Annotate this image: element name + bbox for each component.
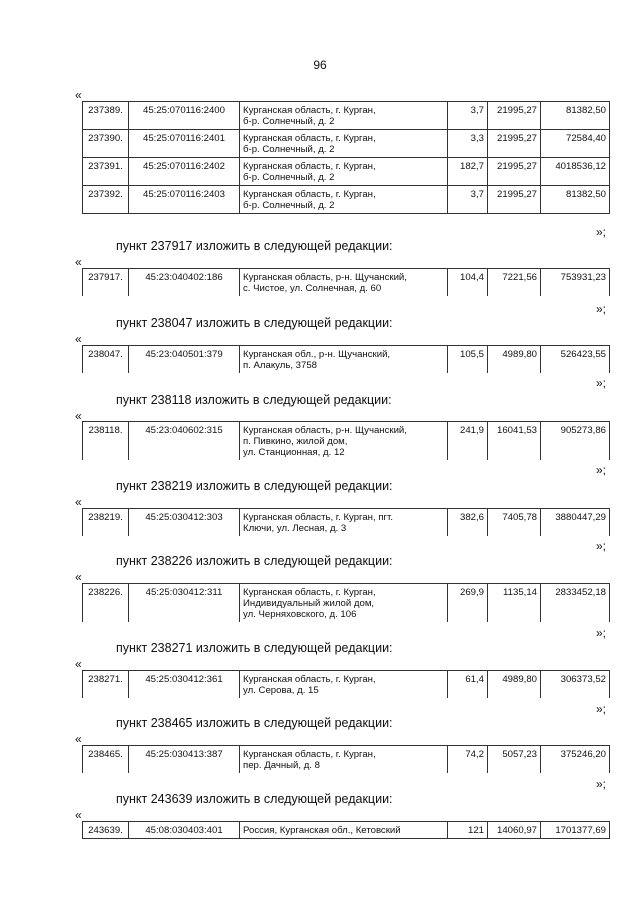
section-heading: пункт 238226 изложить в следующей редакции: xyxy=(116,554,393,568)
rate-cell: 21995,27 xyxy=(488,158,541,186)
rate-cell: 16041,53 xyxy=(488,422,541,461)
section-heading: пункт 243639 изложить в следующей редакции: xyxy=(116,792,393,806)
rate-cell: 1135,14 xyxy=(488,584,541,623)
rate-cell: 14060,97 xyxy=(488,822,541,839)
area-cell: 74,2 xyxy=(448,746,488,774)
address-line: б-р. Солнечный, д. 2 xyxy=(243,172,335,183)
area-cell: 3,3 xyxy=(448,130,488,158)
table-row xyxy=(83,422,610,461)
row-number: 238118. xyxy=(83,422,129,461)
rate-cell: 7405,78 xyxy=(488,509,541,537)
open-quote: « xyxy=(75,570,82,584)
table-row xyxy=(83,584,610,623)
value-cell: 4018536,12 xyxy=(541,158,610,186)
address-cell xyxy=(240,102,448,130)
address-cell xyxy=(240,584,448,623)
close-quote: »; xyxy=(596,302,607,316)
address-cell xyxy=(240,346,448,374)
page-number: 96 xyxy=(313,58,327,72)
rate-cell: 5057,23 xyxy=(488,746,541,774)
close-quote: »; xyxy=(596,626,607,640)
value-cell: 306373,52 xyxy=(541,671,610,699)
table-row xyxy=(83,671,610,699)
table-row xyxy=(83,102,610,130)
row-number: 237391. xyxy=(83,158,129,186)
address-line: Курганская обл., р-н. Щучанский, xyxy=(243,349,391,360)
open-quote: « xyxy=(75,808,82,822)
address-line: п. Пивкино, жилой дом, xyxy=(243,436,348,447)
address-line: Курганская область, р-н. Щучанский, xyxy=(243,425,407,436)
cadastral-number: 45:25:070116:2403 xyxy=(129,186,240,214)
value-cell: 72584,40 xyxy=(541,130,610,158)
section-table xyxy=(82,821,610,839)
value-cell: 526423,55 xyxy=(541,346,610,374)
table-row xyxy=(83,746,610,774)
address-line: б-р. Солнечный, д. 2 xyxy=(243,116,335,127)
address-line: Ключи, ул. Лесная, д. 3 xyxy=(243,523,347,534)
rate-cell: 21995,27 xyxy=(488,186,541,214)
area-cell: 121 xyxy=(448,822,488,839)
address-line: Индивидуальный жилой дом, xyxy=(243,598,375,609)
cadastral-number: 45:25:070116:2402 xyxy=(129,158,240,186)
value-cell: 3880447,29 xyxy=(541,509,610,537)
address-cell xyxy=(240,186,448,214)
address-line: Курганская область, г. Курган, xyxy=(243,749,376,760)
open-quote: « xyxy=(75,88,82,102)
area-cell: 241,9 xyxy=(448,422,488,461)
row-number: 238271. xyxy=(83,671,129,699)
address-cell xyxy=(240,422,448,461)
cadastral-number: 45:23:040501:379 xyxy=(129,346,240,374)
value-cell: 1701377,69 xyxy=(541,822,610,839)
close-quote: »; xyxy=(596,777,607,791)
address-line: б-р. Солнечный, д. 2 xyxy=(243,144,335,155)
close-quote: »; xyxy=(596,376,607,390)
open-quote: « xyxy=(75,495,82,509)
close-quote: »; xyxy=(596,463,607,477)
area-cell: 382,6 xyxy=(448,509,488,537)
rate-cell: 21995,27 xyxy=(488,102,541,130)
row-number: 237390. xyxy=(83,130,129,158)
area-cell: 105,5 xyxy=(448,346,488,374)
address-line: ул. Черняховского, д. 106 xyxy=(243,609,357,620)
address-line: Курганская область, г. Курган, xyxy=(243,161,376,172)
close-quote: »; xyxy=(596,539,607,553)
table-row xyxy=(83,346,610,374)
address-line: Курганская область, г. Курган, xyxy=(243,105,376,116)
address-line: пер. Дачный, д. 8 xyxy=(243,760,320,771)
rate-cell: 4989,80 xyxy=(488,346,541,374)
section-heading: пункт 238219 изложить в следующей редакции: xyxy=(116,479,393,493)
section-table xyxy=(82,421,610,460)
row-number: 237392. xyxy=(83,186,129,214)
section-heading: пункт 238271 изложить в следующей редакции: xyxy=(116,641,393,655)
address-line: с. Чистое, ул. Солнечная, д. 60 xyxy=(243,283,382,294)
address-line: Курганская область, г. Курган, пгт. xyxy=(243,512,394,523)
address-line: п. Алакуль, 3758 xyxy=(243,360,318,371)
rate-cell: 7221,56 xyxy=(488,269,541,297)
area-cell: 104,4 xyxy=(448,269,488,297)
cadastral-number: 45:08:030403:401 xyxy=(129,822,240,839)
open-quote: « xyxy=(75,657,82,671)
value-cell: 375246,20 xyxy=(541,746,610,774)
cadastral-number: 45:25:030413:387 xyxy=(129,746,240,774)
address-cell xyxy=(240,269,448,297)
value-cell: 2833452,18 xyxy=(541,584,610,623)
cadastral-number: 45:25:070116:2401 xyxy=(129,130,240,158)
section-heading: пункт 238118 изложить в следующей редакции: xyxy=(116,393,392,407)
cadastral-number: 45:25:070116:2400 xyxy=(129,102,240,130)
address-cell xyxy=(240,509,448,537)
table-row xyxy=(83,158,610,186)
row-number: 238226. xyxy=(83,584,129,623)
section-table xyxy=(82,670,610,698)
section-table xyxy=(82,583,610,622)
address-cell xyxy=(240,130,448,158)
address-line: Курганская область, г. Курган, xyxy=(243,189,376,200)
cadastral-number: 45:25:030412:361 xyxy=(129,671,240,699)
section-heading: пункт 238047 изложить в следующей редакции: xyxy=(116,316,393,330)
close-quote: »; xyxy=(596,702,607,716)
area-cell: 269,9 xyxy=(448,584,488,623)
value-cell: 905273,86 xyxy=(541,422,610,461)
value-cell: 81382,50 xyxy=(541,102,610,130)
row-number: 237917. xyxy=(83,269,129,297)
address-line: б-р. Солнечный, д. 2 xyxy=(243,200,335,211)
open-quote: « xyxy=(75,332,82,346)
address-line: Курганская область, г. Курган, xyxy=(243,133,376,144)
cadastral-number: 45:25:030412:303 xyxy=(129,509,240,537)
section-table xyxy=(82,745,610,773)
area-cell: 61,4 xyxy=(448,671,488,699)
section-table xyxy=(82,268,610,296)
table-row xyxy=(83,509,610,537)
row-number: 238219. xyxy=(83,509,129,537)
row-number: 237389. xyxy=(83,102,129,130)
section-table xyxy=(82,345,610,373)
table-row xyxy=(83,269,610,297)
open-quote: « xyxy=(75,255,82,269)
section-heading: пункт 238465 изложить в следующей редакции: xyxy=(116,716,393,730)
value-cell: 81382,50 xyxy=(541,186,610,214)
rate-cell: 21995,27 xyxy=(488,130,541,158)
area-cell: 182,7 xyxy=(448,158,488,186)
row-number: 238465. xyxy=(83,746,129,774)
address-cell xyxy=(240,746,448,774)
open-quote: « xyxy=(75,409,82,423)
address-cell xyxy=(240,822,448,839)
address-line: Курганская область, р-н. Щучанский, xyxy=(243,272,407,283)
rate-cell: 4989,80 xyxy=(488,671,541,699)
section-table xyxy=(82,508,610,536)
row-number: 243639. xyxy=(83,822,129,839)
address-line: Курганская область, г. Курган, xyxy=(243,587,376,598)
address-line: ул. Серова, д. 15 xyxy=(243,685,319,696)
table-row xyxy=(83,130,610,158)
value-cell: 753931,23 xyxy=(541,269,610,297)
table-row xyxy=(83,822,610,839)
cadastral-number: 45:25:030412:311 xyxy=(129,584,240,623)
address-cell xyxy=(240,671,448,699)
close-quote: »; xyxy=(596,225,607,239)
address-line: Курганская область, г. Курган, xyxy=(243,674,376,685)
address-cell xyxy=(240,158,448,186)
table-1 xyxy=(82,101,610,214)
cadastral-number: 45:23:040602:315 xyxy=(129,422,240,461)
open-quote: « xyxy=(75,732,82,746)
section-heading: пункт 237917 изложить в следующей редакции: xyxy=(116,239,393,253)
area-cell: 3,7 xyxy=(448,102,488,130)
table-row xyxy=(83,186,610,214)
area-cell: 3,7 xyxy=(448,186,488,214)
address-line: Россия, Курганская обл., Кетовский xyxy=(243,825,401,836)
cadastral-number: 45:23:040402:186 xyxy=(129,269,240,297)
row-number: 238047. xyxy=(83,346,129,374)
address-line: ул. Станционная, д. 12 xyxy=(243,447,345,458)
